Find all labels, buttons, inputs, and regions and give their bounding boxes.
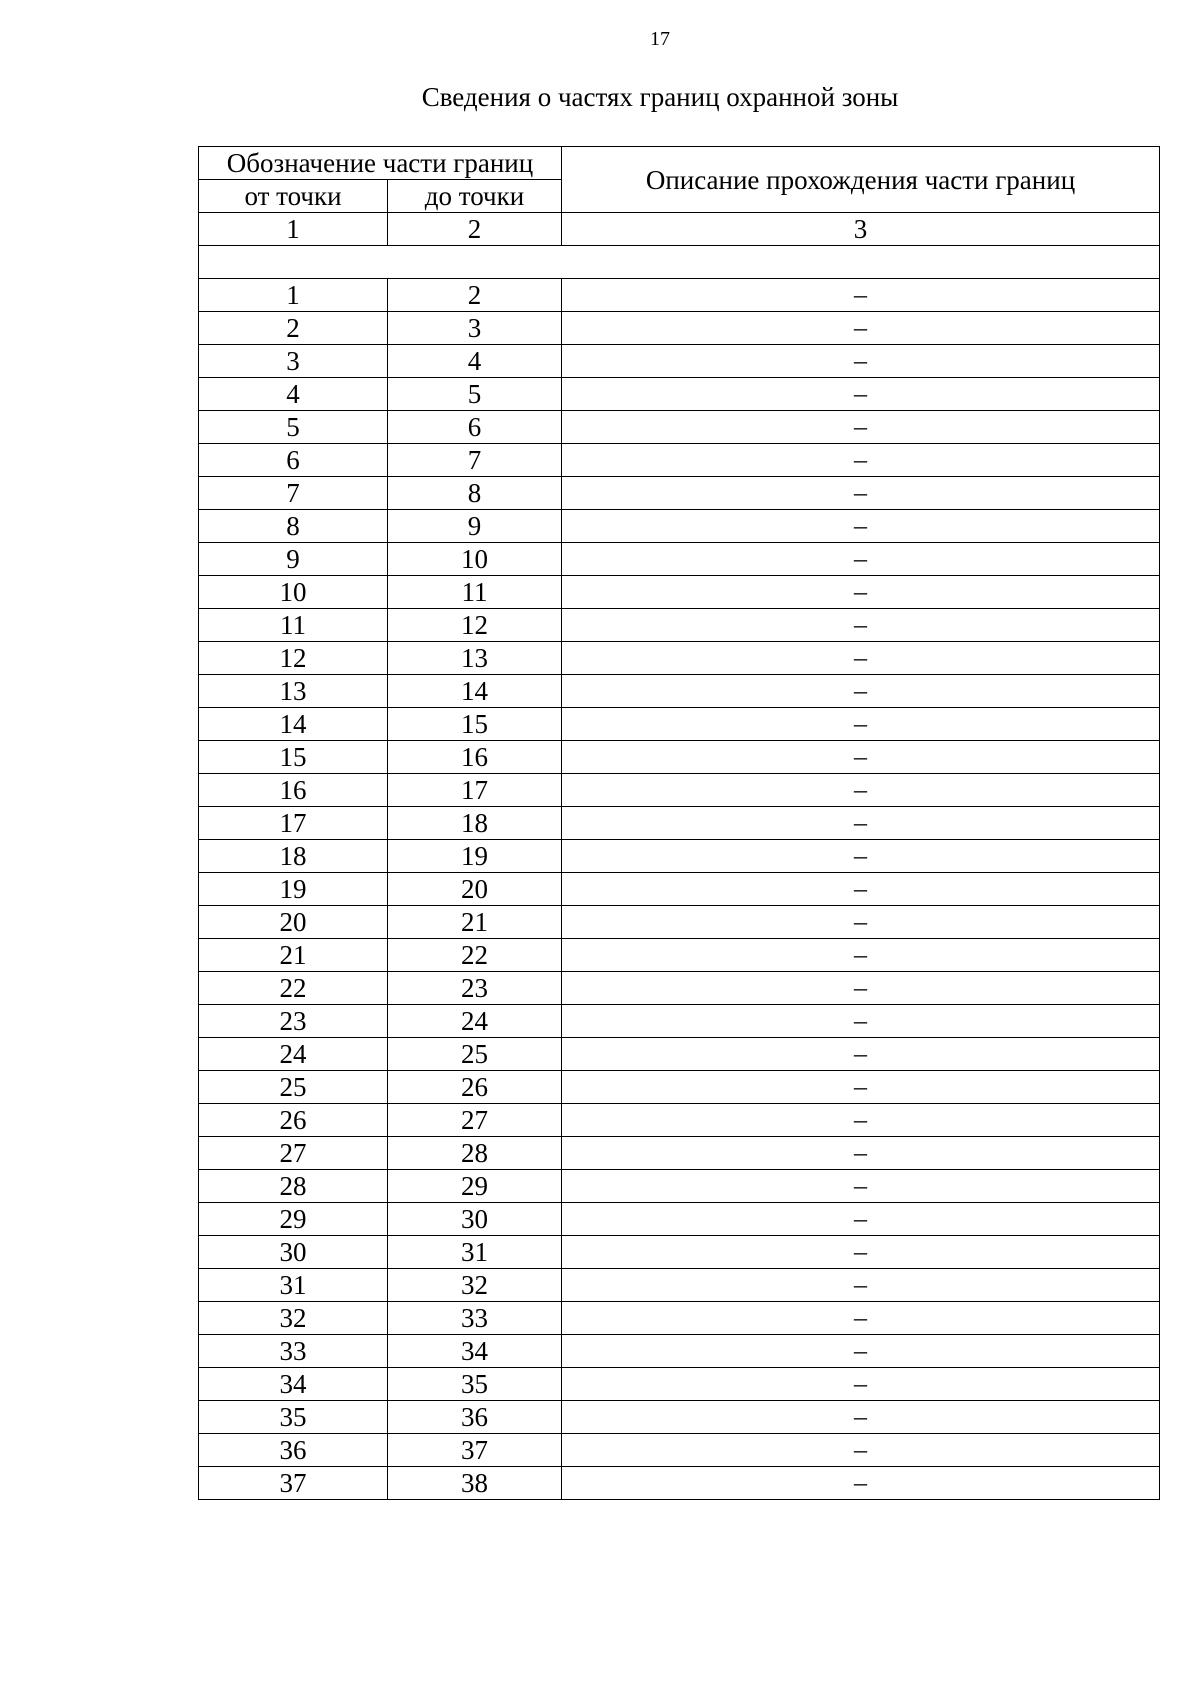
table-row: [199, 477, 1160, 510]
to-point-cell: 15: [388, 708, 562, 741]
to-point-cell: 35: [388, 1368, 562, 1401]
description-cell: –: [562, 1302, 1160, 1335]
description-cell: –: [562, 642, 1160, 675]
to-point-cell: 17: [388, 774, 562, 807]
from-point-cell: 1: [199, 279, 388, 312]
from-point-cell: 19: [199, 873, 388, 906]
header-to-point: до точки: [388, 180, 562, 213]
description-cell: –: [562, 312, 1160, 345]
from-point-cell: 23: [199, 1005, 388, 1038]
table-row: [199, 1236, 1160, 1269]
column-number: 2: [388, 213, 562, 246]
to-point-cell: 22: [388, 939, 562, 972]
to-point-cell: 12: [388, 609, 562, 642]
table-row: [199, 873, 1160, 906]
to-point-cell: 33: [388, 1302, 562, 1335]
from-point-cell: 16: [199, 774, 388, 807]
table-row: [199, 1203, 1160, 1236]
page-number: 17: [650, 28, 670, 50]
to-point-cell: 19: [388, 840, 562, 873]
table-row: [199, 312, 1160, 345]
description-cell: –: [562, 279, 1160, 312]
to-point-cell: 9: [388, 510, 562, 543]
description-cell: –: [562, 477, 1160, 510]
description-cell: –: [562, 1269, 1160, 1302]
to-point-cell: 28: [388, 1137, 562, 1170]
table-row: [199, 510, 1160, 543]
boundary-parts-table: [198, 146, 1160, 1500]
to-point-cell: 14: [388, 675, 562, 708]
to-point-cell: 3: [388, 312, 562, 345]
table-row: [199, 774, 1160, 807]
table-row: [199, 939, 1160, 972]
description-cell: –: [562, 1335, 1160, 1368]
table-row: [199, 1038, 1160, 1071]
to-point-cell: 32: [388, 1269, 562, 1302]
table-body: [199, 279, 1160, 1500]
from-point-cell: 34: [199, 1368, 388, 1401]
from-point-cell: 15: [199, 741, 388, 774]
table-row: [199, 807, 1160, 840]
description-cell: –: [562, 741, 1160, 774]
to-point-cell: 30: [388, 1203, 562, 1236]
table-row: [199, 972, 1160, 1005]
to-point-cell: 8: [388, 477, 562, 510]
to-point-cell: 13: [388, 642, 562, 675]
from-point-cell: 21: [199, 939, 388, 972]
table-row: [199, 642, 1160, 675]
from-point-cell: 22: [199, 972, 388, 1005]
to-point-cell: 7: [388, 444, 562, 477]
to-point-cell: 6: [388, 411, 562, 444]
table-row: [199, 411, 1160, 444]
table-row: [199, 1137, 1160, 1170]
from-point-cell: 37: [199, 1467, 388, 1500]
table-row: [199, 543, 1160, 576]
to-point-cell: 23: [388, 972, 562, 1005]
table-row: [199, 1368, 1160, 1401]
table-row: [199, 741, 1160, 774]
description-cell: –: [562, 1467, 1160, 1500]
from-point-cell: 13: [199, 675, 388, 708]
from-point-cell: 7: [199, 477, 388, 510]
from-point-cell: 31: [199, 1269, 388, 1302]
to-point-cell: 16: [388, 741, 562, 774]
to-point-cell: 5: [388, 378, 562, 411]
column-number-row: [199, 213, 1160, 246]
table-row: [199, 378, 1160, 411]
from-point-cell: 25: [199, 1071, 388, 1104]
column-number: 1: [199, 213, 388, 246]
description-cell: –: [562, 1005, 1160, 1038]
from-point-cell: 29: [199, 1203, 388, 1236]
from-point-cell: 26: [199, 1104, 388, 1137]
from-point-cell: 35: [199, 1401, 388, 1434]
description-cell: –: [562, 708, 1160, 741]
to-point-cell: 4: [388, 345, 562, 378]
description-cell: –: [562, 1368, 1160, 1401]
description-cell: –: [562, 1170, 1160, 1203]
description-cell: –: [562, 1236, 1160, 1269]
empty-cell: [199, 246, 1160, 279]
from-point-cell: 24: [199, 1038, 388, 1071]
table-row: [199, 675, 1160, 708]
from-point-cell: 5: [199, 411, 388, 444]
table-row: [199, 444, 1160, 477]
from-point-cell: 28: [199, 1170, 388, 1203]
table-row: [199, 1302, 1160, 1335]
description-cell: –: [562, 939, 1160, 972]
from-point-cell: 2: [199, 312, 388, 345]
from-point-cell: 18: [199, 840, 388, 873]
description-cell: –: [562, 411, 1160, 444]
table-row: [199, 1467, 1160, 1500]
table-row: [199, 345, 1160, 378]
from-point-cell: 33: [199, 1335, 388, 1368]
table-row: [199, 1005, 1160, 1038]
table-row: [199, 906, 1160, 939]
table-empty-row: [199, 246, 1160, 279]
to-point-cell: 11: [388, 576, 562, 609]
header-boundary-designation: Обозначение части границ: [199, 147, 562, 180]
to-point-cell: 34: [388, 1335, 562, 1368]
from-point-cell: 36: [199, 1434, 388, 1467]
from-point-cell: 14: [199, 708, 388, 741]
to-point-cell: 27: [388, 1104, 562, 1137]
description-cell: –: [562, 807, 1160, 840]
table-row: [199, 1269, 1160, 1302]
description-cell: –: [562, 840, 1160, 873]
from-point-cell: 12: [199, 642, 388, 675]
from-point-cell: 8: [199, 510, 388, 543]
from-point-cell: 3: [199, 345, 388, 378]
to-point-cell: 37: [388, 1434, 562, 1467]
from-point-cell: 4: [199, 378, 388, 411]
column-number: 3: [562, 213, 1160, 246]
description-cell: –: [562, 345, 1160, 378]
table-row: [199, 576, 1160, 609]
table-row: [199, 279, 1160, 312]
table-row: [199, 1170, 1160, 1203]
description-cell: –: [562, 1137, 1160, 1170]
page-title: Сведения о частях границ охранной зоны: [421, 82, 899, 112]
to-point-cell: 24: [388, 1005, 562, 1038]
to-point-cell: 18: [388, 807, 562, 840]
description-cell: –: [562, 609, 1160, 642]
to-point-cell: 20: [388, 873, 562, 906]
table-header-row: [199, 147, 1160, 180]
table-row: [199, 1071, 1160, 1104]
to-point-cell: 10: [388, 543, 562, 576]
from-point-cell: 30: [199, 1236, 388, 1269]
from-point-cell: 27: [199, 1137, 388, 1170]
table-row: [199, 1335, 1160, 1368]
from-point-cell: 9: [199, 543, 388, 576]
description-cell: –: [562, 444, 1160, 477]
description-cell: –: [562, 675, 1160, 708]
header-from-point: от точки: [199, 180, 388, 213]
from-point-cell: 20: [199, 906, 388, 939]
description-cell: –: [562, 1038, 1160, 1071]
description-cell: –: [562, 906, 1160, 939]
table-row: [199, 840, 1160, 873]
to-point-cell: 38: [388, 1467, 562, 1500]
to-point-cell: 36: [388, 1401, 562, 1434]
description-cell: –: [562, 378, 1160, 411]
to-point-cell: 21: [388, 906, 562, 939]
from-point-cell: 17: [199, 807, 388, 840]
table-row: [199, 609, 1160, 642]
table-row: [199, 1434, 1160, 1467]
header-boundary-description: Описание прохождения части границ: [562, 147, 1160, 213]
table-row: [199, 708, 1160, 741]
from-point-cell: 11: [199, 609, 388, 642]
from-point-cell: 32: [199, 1302, 388, 1335]
table-row: [199, 1401, 1160, 1434]
description-cell: –: [562, 543, 1160, 576]
to-point-cell: 25: [388, 1038, 562, 1071]
description-cell: –: [562, 1104, 1160, 1137]
description-cell: –: [562, 510, 1160, 543]
description-cell: –: [562, 972, 1160, 1005]
from-point-cell: 6: [199, 444, 388, 477]
description-cell: –: [562, 1434, 1160, 1467]
from-point-cell: 10: [199, 576, 388, 609]
to-point-cell: 29: [388, 1170, 562, 1203]
description-cell: –: [562, 774, 1160, 807]
to-point-cell: 2: [388, 279, 562, 312]
description-cell: –: [562, 576, 1160, 609]
description-cell: –: [562, 1203, 1160, 1236]
to-point-cell: 26: [388, 1071, 562, 1104]
to-point-cell: 31: [388, 1236, 562, 1269]
table-row: [199, 1104, 1160, 1137]
description-cell: –: [562, 873, 1160, 906]
description-cell: –: [562, 1071, 1160, 1104]
description-cell: –: [562, 1401, 1160, 1434]
